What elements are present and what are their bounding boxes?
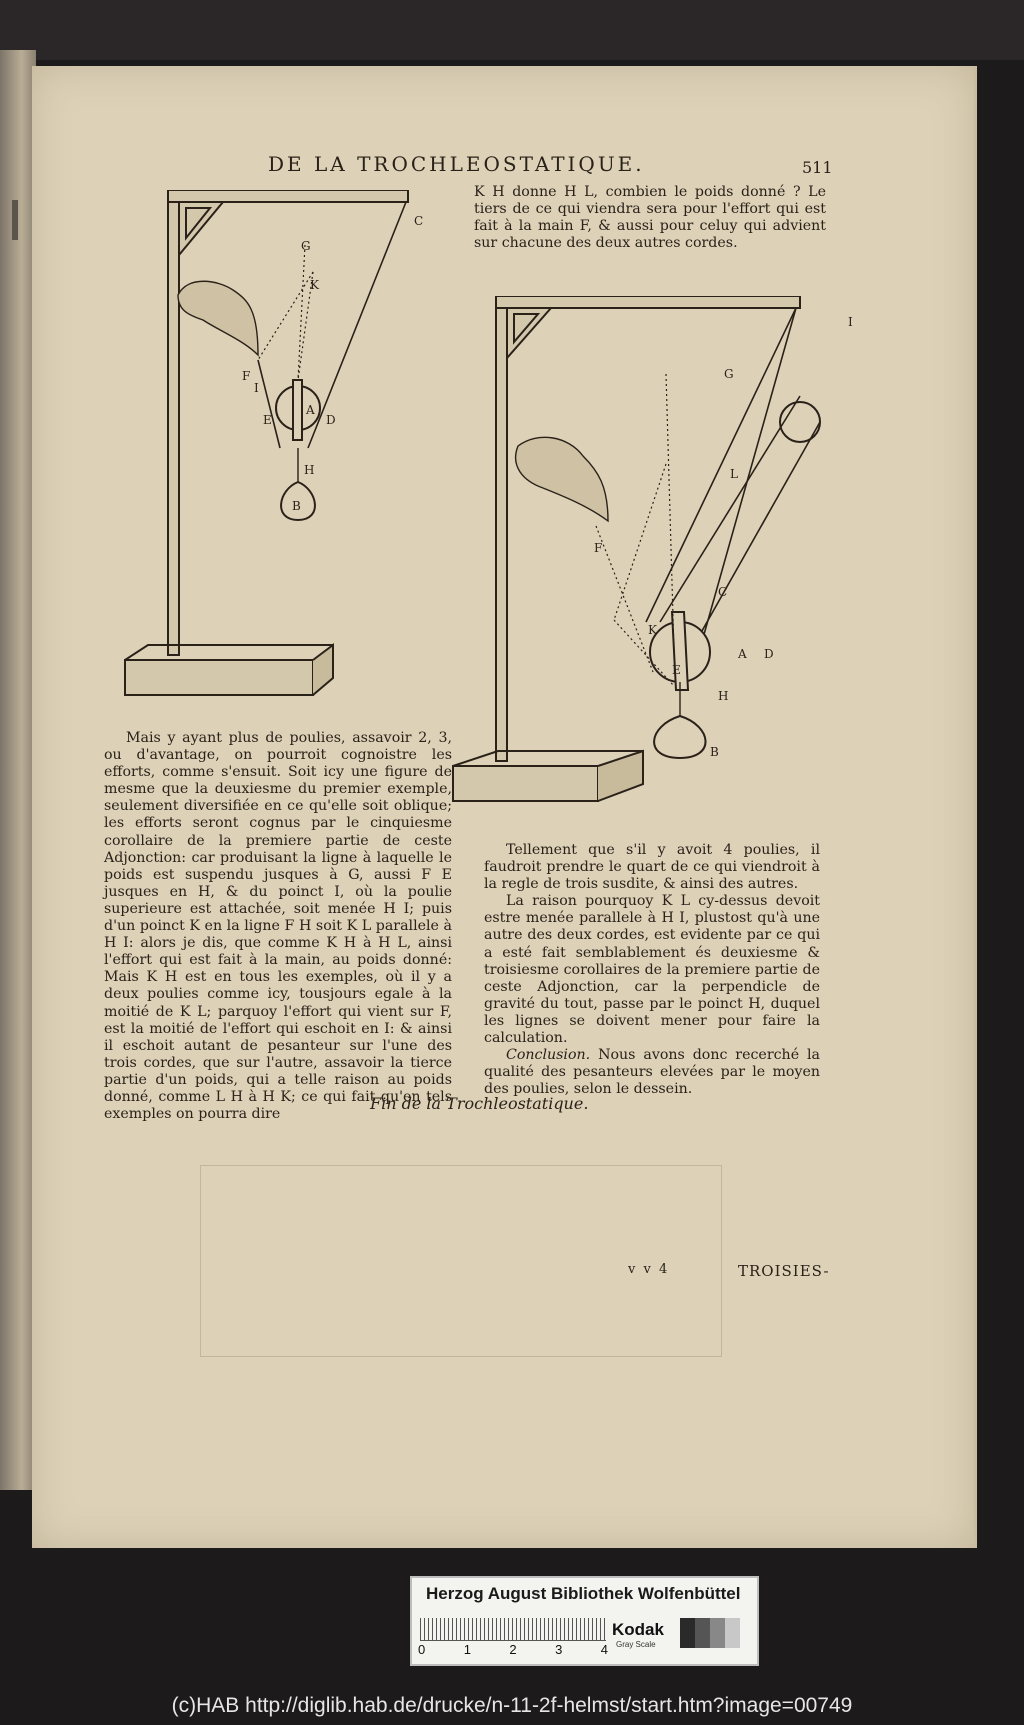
paragraph-text: K H donne H L, combien le poids donné ? Le tiers de ce qui viendra sera pour l'effort qui est fait à la main F, & aussi pour celuy qui advient sur chacune des deux autres cordes. [474, 184, 826, 252]
catchword: TROISIES- [738, 1262, 830, 1280]
paragraph-text: Mais y ayant plus de poulies, assavoir 2, 3, ou d'avantage, on pourroit cognoistre les efforts, comme s'ensuit. Soit icy une figure de mesme que la deuxiesme du premier exemple, seulement diversifiée en ce qu'elle soit oblique; les efforts seront cognus par le cinquiesme corollaire de la premiere partie de ceste Adjonction: car produisant la ligne à laquelle le poids est suspendu jusques à G, aussi F E jusques en H, & du poinct I, où la poulie superieure est attachée, soit menée H I; puis d'un poinct K en la ligne F H soit K L parallele à H I: alors je dis, que comme K H à H L, ainsi l'effort qui est fait à la main, au poids donné: Mais K H est en tous les exemples, où il y a deux poulies comme icy, tousjours egale à la moitié de K L; parquoy l'effort qui vient sur F, est la moitié de l'effort qui eschoit en I: & ainsi il eschoit autant de pesanteur sur l'une des trois cordes, que sur l'autre, assavoir la tierce partie d'un poids, qui a telle raison au poids donné, comme L H à H K; ce qui fait qu'en tels exemples on pourra dire [104, 730, 452, 1123]
label-c: C [414, 214, 424, 228]
paragraph-top-right [474, 184, 826, 252]
conclusion-paragraph [484, 1047, 820, 1098]
signature-mark: v v 4 [628, 1262, 670, 1277]
label-d: D [326, 413, 336, 427]
label-h: H [718, 689, 729, 703]
scale-label: 4 [600, 1642, 608, 1657]
library-name: Herzog August Bibliothek Wolfenbüttel [426, 1584, 741, 1603]
label-g: G [724, 367, 734, 381]
label-a: A [306, 403, 315, 417]
label-c: C [718, 585, 728, 599]
label-l: L [730, 467, 738, 481]
gray-scale-label: Gray Scale [616, 1640, 656, 1649]
paragraph-left [104, 730, 452, 1123]
scan-background [0, 0, 1024, 60]
paragraph-text: La raison pourquoy K L cy-dessus devoit estre menée parallele à H I, plustost qu'à une autre des deux cordes, est evidente par ce qui a esté fait semblablement és deuxiesme & troisiesme corollaires de la premiere partie de ceste Adjonction, car la perpendicle de gravité du tout, passe par le poinct H, duquel les lignes se doivent mener pour faire la calculation. [484, 893, 820, 1047]
label-e: E [672, 663, 681, 677]
label-i: I [254, 381, 259, 395]
conclusion-text: Nous avons donc recerché la qualité des pesanteurs elevées par le moyen des poulies, selon le dessein. [484, 1047, 820, 1098]
page-edge-mark [12, 200, 18, 240]
label-g: G [301, 239, 311, 253]
scale-label: 1 [463, 1642, 471, 1657]
paragraph-text: Tellement que s'il y avoit 4 poulies, il faudroit prendre le quart de ce qui viendroit à la regle de trois susdite, & ainsi des autres. [484, 842, 820, 893]
figure-left-pulley [118, 190, 428, 700]
show-through-ghost [200, 1165, 722, 1357]
label-k: K [648, 623, 657, 637]
label-e: E [263, 413, 272, 427]
gray-swatch [680, 1618, 740, 1648]
label-i: I [848, 315, 853, 329]
scale-label: 2 [509, 1642, 517, 1657]
figure-right-pulley [448, 296, 868, 806]
label-h: H [304, 463, 315, 477]
kodak-logo: Kodak [612, 1620, 664, 1639]
label-f: F [242, 369, 251, 383]
paragraphs-right [484, 842, 820, 1098]
scale-label: 0 [418, 1642, 426, 1657]
color-card [410, 1576, 759, 1666]
ruler-scale [418, 1642, 608, 1657]
label-k: K [310, 278, 319, 292]
label-b: B [292, 499, 301, 513]
label-d: D [764, 647, 774, 661]
running-header-title: DE LA TROCHLEOSTATIQUE. [268, 152, 645, 176]
ruler-ticks [420, 1618, 606, 1641]
label-a: A [738, 647, 747, 661]
footer-source-url: (c)HAB http://diglib.hab.de/drucke/n-11-2f-helmst/start.htm?image=00749 [171, 1694, 853, 1717]
page-number: 511 [802, 158, 833, 177]
scale-label: 3 [555, 1642, 563, 1657]
conclusion-label: Conclusion. [506, 1047, 591, 1064]
label-b: B [710, 745, 719, 759]
facing-page-edge [0, 50, 36, 1490]
end-title: Fin de la Trochleostatique. [370, 1094, 589, 1113]
label-f: F [594, 541, 603, 555]
